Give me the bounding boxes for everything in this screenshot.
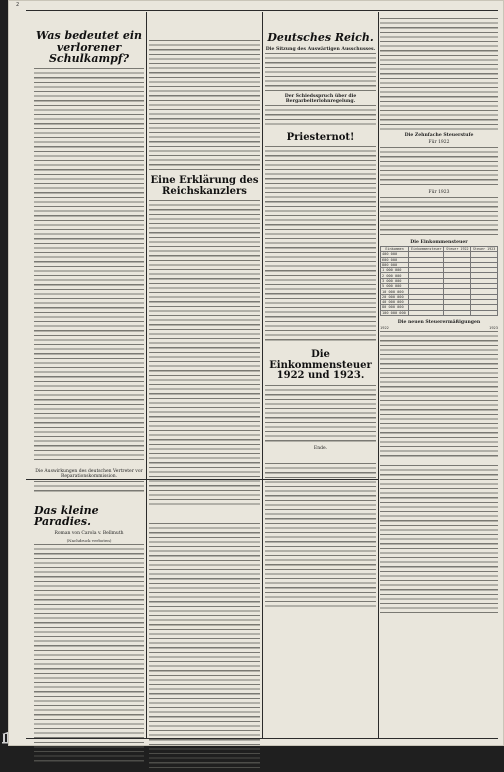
left-binding-strip	[0, 0, 8, 746]
top-rule	[26, 10, 498, 11]
table-cell: 400 000	[381, 252, 409, 257]
table-year: Für 1923	[380, 190, 498, 195]
article-headline: Priesternot!	[265, 133, 376, 144]
article-body	[34, 68, 144, 463]
table-cell	[409, 310, 444, 315]
article-body	[380, 465, 498, 613]
table-body	[380, 147, 498, 187]
table-cell	[471, 310, 498, 315]
column-rule	[146, 12, 147, 738]
year-label: 1922	[380, 326, 389, 331]
feuilleton-byline: Roman von Carola v. Bellmuth	[34, 531, 144, 536]
column-2	[149, 12, 260, 772]
table-header: Einkommensteuer	[409, 247, 444, 252]
table-header-row	[381, 247, 498, 252]
section-heading: Die neuen Steuerermäßigungen	[380, 320, 498, 325]
feuilleton-body	[149, 523, 260, 769]
article-body	[380, 331, 498, 459]
article-subheadline: Die Sitzung des Auswärtigen Ausschusses.	[265, 47, 376, 52]
table-cell: 3 000 000	[381, 278, 409, 283]
article-body	[265, 385, 376, 443]
table-cell: 80 000 000	[381, 305, 409, 310]
feuilleton-body	[34, 544, 144, 762]
table-header: Steuer 1923	[471, 247, 498, 252]
newspaper-page	[8, 0, 504, 746]
page-number: 2	[16, 2, 19, 8]
article-body	[149, 40, 260, 170]
table-cell	[444, 310, 471, 315]
article-subheadline: Der Schiedsspruch über die Bergarbeiterlohnregelung.	[265, 94, 376, 104]
column-rule	[378, 12, 379, 738]
article-headline: Deutsches Reich.	[265, 32, 376, 44]
article-headline: Eine Erklärung des Reichskanzlers	[149, 176, 260, 197]
end-mark: Ende.	[265, 446, 376, 451]
article-body	[265, 105, 376, 127]
table-row	[381, 310, 498, 315]
table-cell: 600 000	[381, 257, 409, 262]
year-row	[380, 326, 498, 331]
year-label: 1923	[489, 326, 498, 331]
feuilleton-title: Das kleine Paradies.	[34, 505, 144, 528]
table-body	[380, 197, 498, 237]
table-title: Die Zehnfache Steuerstufe	[380, 133, 498, 138]
tax-table	[380, 246, 498, 316]
article-body	[265, 463, 376, 609]
column-1	[34, 12, 144, 765]
article-body	[34, 481, 144, 493]
column-rule	[262, 12, 263, 738]
article-body	[265, 53, 376, 91]
column-4	[380, 12, 498, 616]
table-cell: 100 000 000	[381, 310, 409, 315]
table-cell: 5 000 000	[381, 284, 409, 289]
article-subheadline: Die Auswirkungen des deutschen Vertreter vor Reparationskommission.	[34, 469, 144, 479]
column-3	[265, 12, 376, 612]
table-cell: 2 000 000	[381, 273, 409, 278]
table-cell: 1 000 000	[381, 268, 409, 273]
bottom-rule	[26, 738, 498, 739]
table-year: Für 1922	[380, 140, 498, 145]
table-cell: 40 000 000	[381, 299, 409, 304]
article-body	[149, 200, 260, 505]
table-cell: 800 000	[381, 262, 409, 267]
article-body	[380, 18, 498, 130]
table-header: Steuer 1922	[444, 247, 471, 252]
table-title: Die Einkommensteuer	[380, 240, 498, 245]
table-cell: 20 000 000	[381, 294, 409, 299]
table-cell: 10 000 000	[381, 289, 409, 294]
feuilleton-note: (Nachdruck verboten)	[34, 538, 144, 543]
article-body	[265, 146, 376, 342]
table-header: Einkommen	[381, 247, 409, 252]
article-headline: Was bedeutet ein verlorener Schulkampf?	[34, 30, 144, 65]
article-headline: Die Einkommensteuer 1922 und 1923.	[265, 350, 376, 382]
